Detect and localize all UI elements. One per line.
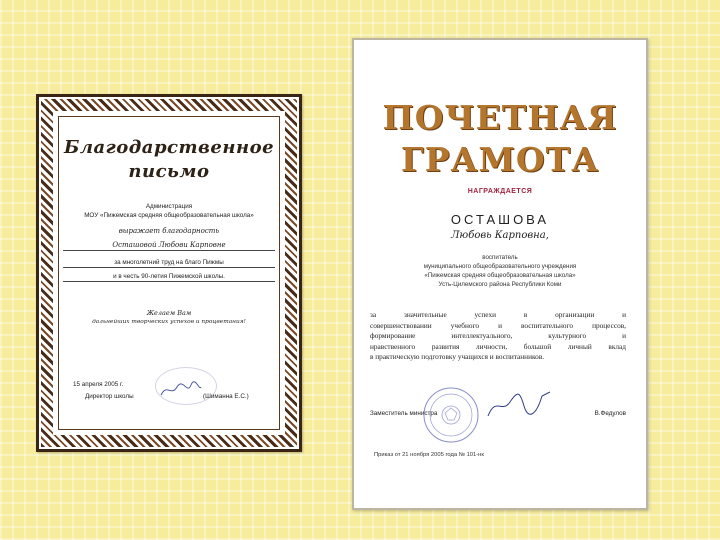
letter-org: МОУ «Пижемская средняя общеобразовательная школа» (84, 212, 254, 219)
reason-line: формирование интеллектуального, культурного и (370, 331, 626, 340)
letter-title-line2: письмо (128, 161, 210, 182)
award-reason (370, 310, 626, 363)
gratitude-letter (36, 94, 302, 452)
letter-wish-line2: дальнейших творческих успехов и процветания! (92, 319, 246, 325)
reason-line: нравственного развития личности, большой личный вклад (370, 341, 626, 351)
position-line2: муниципального общеобразовательного учреждения (423, 263, 577, 270)
letter-director-name: (Шиманна Е.С.) (203, 393, 249, 400)
letter-for-line2: и в честь 90-летия Пижемской школы. (63, 273, 275, 282)
letter-for-line1: за многолетний труд на благо Пижмы (63, 259, 275, 268)
certificate-title-line1: ПОЧЕТНАЯ (382, 98, 618, 137)
letter-title-line1: Благодарственное (63, 137, 275, 158)
letter-director-title: Директор школы (85, 393, 134, 400)
recipient-given-names: Любовь Карповна, (451, 230, 549, 241)
signature-block (370, 410, 626, 417)
letter-wish-line1: Желаем Вам (146, 309, 192, 317)
honor-certificate (352, 38, 648, 510)
signer-name: В.Федулов (594, 410, 626, 417)
order-reference: Приказ от 21 ноября 2005 года № 101-нк (374, 452, 484, 458)
letter-expresses: выражает благодарность (118, 227, 220, 235)
director-signature (159, 381, 203, 399)
signer-title: Заместитель министра (370, 410, 438, 417)
letter-date: 15 апреля 2005 г. (73, 381, 124, 388)
reason-line: в практическую подготовку учащихся и воспитанников. (370, 352, 545, 361)
letter-admin: Администрация (145, 203, 193, 210)
recipient-surname: ОСТАШОВА (450, 212, 550, 227)
reason-line: совершенствовании учебного и воспитательного процессов, (370, 320, 626, 330)
position-line1: воспитатель (482, 254, 518, 261)
certificate-title-line2: ГРАМОТА (400, 140, 600, 179)
awarded-label: НАГРАЖДАЕТСЯ (467, 188, 533, 195)
position-line3: «Пижемская средняя общеобразовательная школа» (424, 272, 576, 279)
position-line4: Усть-Цилемского района Республики Коми (438, 281, 562, 288)
reason-line: за значительные успехи в организации и (370, 310, 626, 319)
letter-recipient: Осташовой Любови Карповне (63, 241, 275, 251)
